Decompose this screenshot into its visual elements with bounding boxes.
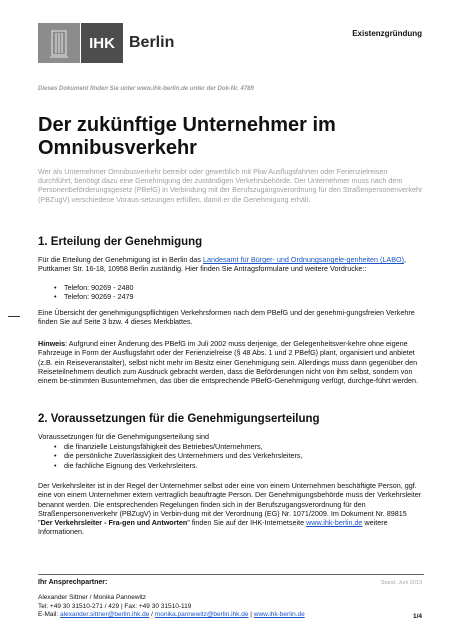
list-item (38, 461, 423, 470)
p-text-end: weitere Informationen. (38, 518, 388, 537)
email-link-sittner[interactable]: alexander.sittner@berlin.ihk.de (60, 611, 150, 618)
footer-divider (38, 574, 424, 575)
section2-paragraph (38, 481, 423, 537)
separator: | (248, 611, 254, 618)
requirement-text: die finanzielle Leistungsfähigkeit des Betriebes/Unternehmers, (64, 442, 263, 451)
separator: / (149, 611, 155, 618)
bullet-icon: • (54, 283, 57, 292)
section1-hint-paragraph (38, 339, 423, 385)
p-text-mid: " finden Sie auf der IHK-Internetseite (187, 518, 307, 528)
section1-paragraph-1 (38, 255, 423, 274)
margin-mark (8, 316, 20, 317)
page-title: Der zukünftige Unternehmer im Omnibusverkehr (38, 114, 336, 159)
p-text-start: Der Verkehrsleiter ist in der Regel der Unternehmer selbst oder eine von einem Unternehmen beschäftigte Person, ggf. eine von einem Unternehmer extern vertraglich beauftragte Person. Der Genehmigungsbehörde muss der Verkehrsleiter benannt werden. Die entsprechenden Regelungen finden sich in der Berufszugangsverordnung für den Straßenpersonenverkehr (PBZugV) in Verbin-dung mit der Verordnung (EG) Nr. 1071/2009. Im Dokument Nr. 89815 " (38, 481, 422, 528)
ihk-website-link[interactable]: www.ihk-berlin.de (306, 518, 363, 528)
document-topic: Existenzgründung (352, 29, 422, 38)
page-number: 1/4 (412, 613, 422, 620)
contact-details (38, 594, 305, 620)
labo-link[interactable]: Landesamt für Bürger- und Ordnungsangele-genheiten (LABO) (203, 255, 404, 264)
list-item (38, 442, 423, 451)
bullet-icon: • (54, 442, 57, 451)
p1-text-start: Für die Erteilung der Genehmigung ist in Berlin das (38, 255, 204, 264)
ihk-logo (38, 23, 174, 63)
section2-lead: Voraussetzungen für die Genehmigungserteilung sind (38, 432, 210, 441)
document-date: Stand: Juni 2013 (380, 580, 422, 586)
document-title-ref: Der Verkehrsleiter - Fra-gen und Antworten (40, 518, 188, 528)
email-link-pannewitz[interactable]: monika.pannewitz@berlin.ihk.de (154, 611, 249, 618)
bullet-icon: • (54, 292, 57, 302)
section-heading-2: 2. Voraussetzungen für die Genehmigungserteilung (38, 413, 320, 425)
ihk-emblem-icon (38, 23, 80, 63)
list-item (38, 292, 423, 301)
contact-heading: Ihr Ansprechpartner: (38, 579, 108, 586)
document-reference: Dieses Dokument finden Sie unter www.ihk-berlin.de unter der Dok-Nr. 4789 (38, 86, 254, 92)
intro-paragraph: Wer als Unternehmer Omnibusverkehr betreibt oder gewerblich mit Pkw Ausflugsfahrten oder Ferienzielreisen durchführt, benötigt dazu eine Genehmigung der zuständigen Verkehrsbehörde. Der Unternehmer muss nach dem Personenbeförderungsgesetz (PBefG) in Verbindung mit der Berufszugangsverordnung für den Straßenpersonenverkehr (PBZugV) verschiedene Voraus-setzungen erfüllen, damit er die Genehmigung erhält. (38, 167, 423, 204)
contact-names: Alexander Sittner / Monika Pannewitz (38, 594, 147, 601)
hint-label: Hinweis (38, 339, 66, 348)
email-label: E-Mail: (38, 611, 61, 618)
contact-email-line (38, 611, 305, 620)
phone-number: Telefon: 90269 - 2479 (64, 292, 134, 302)
logo-city-text: Berlin (129, 34, 175, 51)
requirements-list (38, 442, 423, 470)
logo-ihk-text: IHK (81, 23, 123, 63)
requirement-text: die fachliche Eignung des Verkehrsleiters. (64, 460, 198, 470)
section1-paragraph-2: Eine Übersicht der genehmigungspflichtigen Verkehrsformen nach dem PBefG und der genehmi-gungsfreien Verkehre finden Sie auf Seite 3 bzw. 4 dieses Merkblattes. (38, 308, 415, 327)
requirement-text: die persönliche Zuverlässigkeit des Unternehmers und des Verkehrsleiters, (64, 451, 303, 461)
list-item (38, 451, 423, 460)
bullet-icon: • (54, 451, 57, 461)
phone-list (38, 283, 423, 302)
bullet-icon: • (54, 460, 57, 470)
section-heading-1: 1. Erteilung der Genehmigung (38, 236, 203, 248)
p1-text-end: , Puttkamer Str. 16-18, 10958 Berlin zuständig. Hier finden Sie Antragsformulare und weitere Vordrucke:: (38, 255, 406, 274)
hint-text: : Aufgrund einer Änderung des PBefG im Juli 2002 muss derjenige, der Gelegenheitsver-kehre ohne eigene Fahrzeuge in Form der Ausflugsfahrt oder der Ferienzielreise (§ 48 Abs. 1 und 2 PBefG) plant, organisiert und anbietet (z.B. ein Reiseveranstalter), selbst nicht mehr im Besitz einer Genehmigung sein. Allerdings muss dann gegenüber den Reiseteilnehmern deutlich zum Ausdruck gebracht werden, dass die Beförderungen nicht von ihm selbst, sondern von einem be-stimmten Busunternehmen, das über die entsprechende PBefG-Genehmigung verfügt, durchge-führt werden. (38, 339, 418, 386)
list-item (38, 283, 423, 292)
footer-website-link[interactable]: www.ihk-berlin.de (253, 611, 305, 618)
contact-phone: Tel: +49 30 31510-271 / 429 | Fax: +49 30 31510-119 (38, 602, 192, 610)
phone-number: Telefon: 90269 - 2480 (64, 283, 134, 292)
